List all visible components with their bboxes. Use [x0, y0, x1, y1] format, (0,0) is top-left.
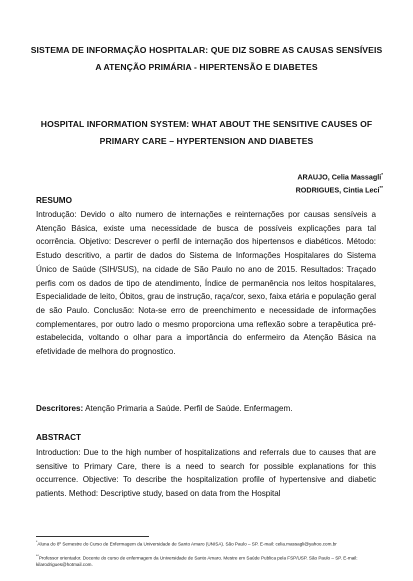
title-portuguese: SISTEMA DE INFORMAÇÃO HOSPITALAR: QUE DIZ SOBRE AS CAUSAS SENSÍVEIS A ATENÇÃO PRIMÁRIA - HIPERTENSÃO E DIABETES: [30, 45, 383, 72]
resumo-paragraph: Introdução: Devido o alto numero de internações e reinternações por causas sensíveis a Atenção Básica, existe uma necessidade de busca de possíveis explicações para tal ocorrência. Objetivo: Descrever o perfil de internação dos hipertensos e diabéticos. Método: Estudo descritivo, a partir de dados do Sistema de Informações Hospitalares do Sistema Único de Saúde (SIH/SUS), na cidade de São Paulo no ano de 2015. Resultados: Traçado perfis com os dados de tipo de atendimento, Índice de permanência nos leitos hospitalares, Especialidade de leito, Óbitos, grau de instrução, raça/cor, sexo, faixa etária e população geral de são Paulo. Conclusão: Nota-se erro de preenchimento e necessidade de informações complementares, por outro lado o mesmo proporciona uma reflexão sobre a terapêutica pré-estabelecida, voltando o olhar para a importância do enfermeiro da Atenção Básica na efetividade de melhora do prognostico.: [36, 210, 376, 357]
footnote-text: Professor orientador. Docente do curso de enfermagem da Universidade de Santo Amaro. Mestre em Saúde Publica pela FSP/USP. São Paulo – SP. E-mail: kilarodrigues@hotmail.com.: [36, 555, 358, 568]
keywords-label: Descritores:: [36, 404, 84, 413]
footnote-divider: [36, 536, 149, 537]
resumo-heading: RESUMO: [36, 196, 72, 205]
abstract-heading: ABSTRACT: [36, 433, 82, 442]
footnote: [36, 539, 381, 548]
author-name: ARAUJO, Celia Massagli: [297, 172, 382, 182]
keywords-line: [36, 403, 376, 415]
footnote: [36, 553, 381, 569]
author-line: [296, 183, 383, 195]
title-english: HOSPITAL INFORMATION SYSTEM: WHAT ABOUT THE SENSITIVE CAUSES OF PRIMARY CARE – HYPERTENSION AND DIABETES: [40, 119, 373, 146]
author-line: [297, 170, 383, 182]
abstract-paragraph: Introduction: Due to the high number of hospitalizations and referrals due to causes that are sensitive to Primary Care, there is a need to search for possible explanations for this occurrence. Objective: To describe the hospitalization profile of hypertensive and diabetic patients. Method: Descriptive study, based on data from the Hospital: [36, 448, 376, 499]
author-footnote-mark: **: [379, 185, 383, 190]
footnote-text: Aluna do 8º Semestre do Curso de Enfermagem da Universidade de Santo Amaro (UNISA). São Paulo – SP. E-mail: celia.massagli@yahoo.com.br: [37, 541, 337, 547]
author-name: RODRIGUES, Cintia Leci: [295, 185, 380, 195]
footnote-mark: **: [36, 554, 39, 558]
author-footnote-mark: *: [381, 172, 383, 177]
keywords-text: Atenção Primaria a Saúde. Perfil de Saúde. Enfermagem.: [85, 404, 293, 413]
footnote-mark: *: [36, 540, 38, 544]
